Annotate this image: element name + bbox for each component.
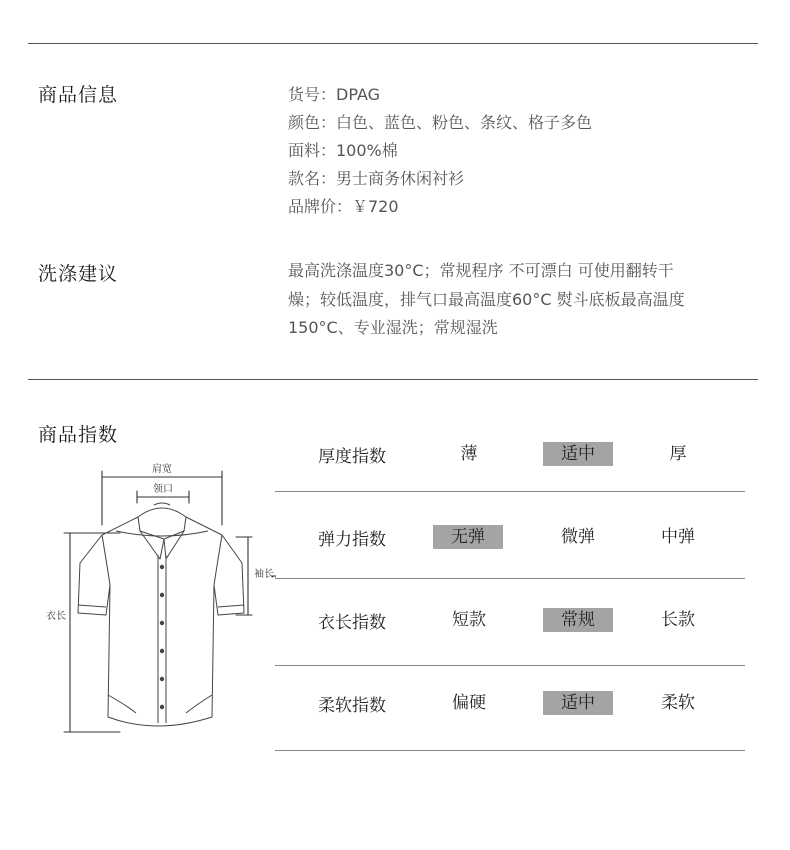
care-text — [288, 257, 738, 343]
info-fabric: 面料：100%棉 — [288, 141, 398, 160]
sleeve-label: 袖长 — [254, 569, 274, 580]
index-option: 薄 — [460, 444, 478, 464]
index-row-divider — [275, 750, 745, 751]
info-style: 款名：男士商务休闲衬衫 — [288, 169, 465, 188]
care-line: 150°C、专业湿洗；常规湿洗 — [288, 318, 498, 337]
care-line: 最高洗涤温度30°C；常规程序 不可漂白 可使用翻转干 — [288, 261, 674, 280]
product-info-title: 商品信息 — [38, 84, 119, 106]
care-line: 燥；较低温度，排气口最高温度60°C 熨斗底板最高温度 — [288, 289, 685, 309]
top-divider — [28, 43, 758, 44]
shirt-size-diagram — [36, 455, 276, 755]
index-label: 弹力指数 — [318, 530, 386, 550]
shoulder-label: 肩宽 — [152, 464, 172, 475]
index-option: 适中 — [543, 442, 613, 466]
index-option: 中弹 — [661, 527, 695, 547]
info-colors: 颜色：白色、蓝色、粉色、条纹、格子多色 — [288, 113, 593, 132]
index-label: 衣长指数 — [318, 613, 386, 633]
middle-divider — [28, 379, 758, 380]
collar-label: 领口 — [153, 484, 173, 495]
index-row-divider — [275, 578, 745, 579]
index-label: 柔软指数 — [318, 696, 386, 716]
info-item-no: 货号：DPAG — [288, 85, 381, 104]
index-label: 厚度指数 — [318, 447, 386, 467]
index-row-divider — [275, 491, 745, 492]
index-option: 无弹 — [433, 525, 503, 549]
index-option: 长款 — [661, 610, 695, 630]
index-option: 柔软 — [661, 693, 695, 713]
index-option: 偏硬 — [452, 693, 486, 713]
shirt-buttons — [160, 565, 164, 709]
index-title: 商品指数 — [38, 424, 119, 446]
index-option: 短款 — [452, 610, 486, 630]
body-length-label: 衣长 — [46, 611, 66, 622]
index-option: 厚 — [669, 444, 687, 464]
index-option: 微弹 — [561, 527, 595, 547]
index-option: 适中 — [543, 691, 613, 715]
info-price: 品牌价：￥720 — [288, 197, 399, 216]
shirt-outline — [78, 503, 244, 726]
care-title: 洗涤建议 — [38, 263, 119, 285]
index-row-divider — [275, 665, 745, 666]
index-option: 常规 — [543, 608, 613, 632]
